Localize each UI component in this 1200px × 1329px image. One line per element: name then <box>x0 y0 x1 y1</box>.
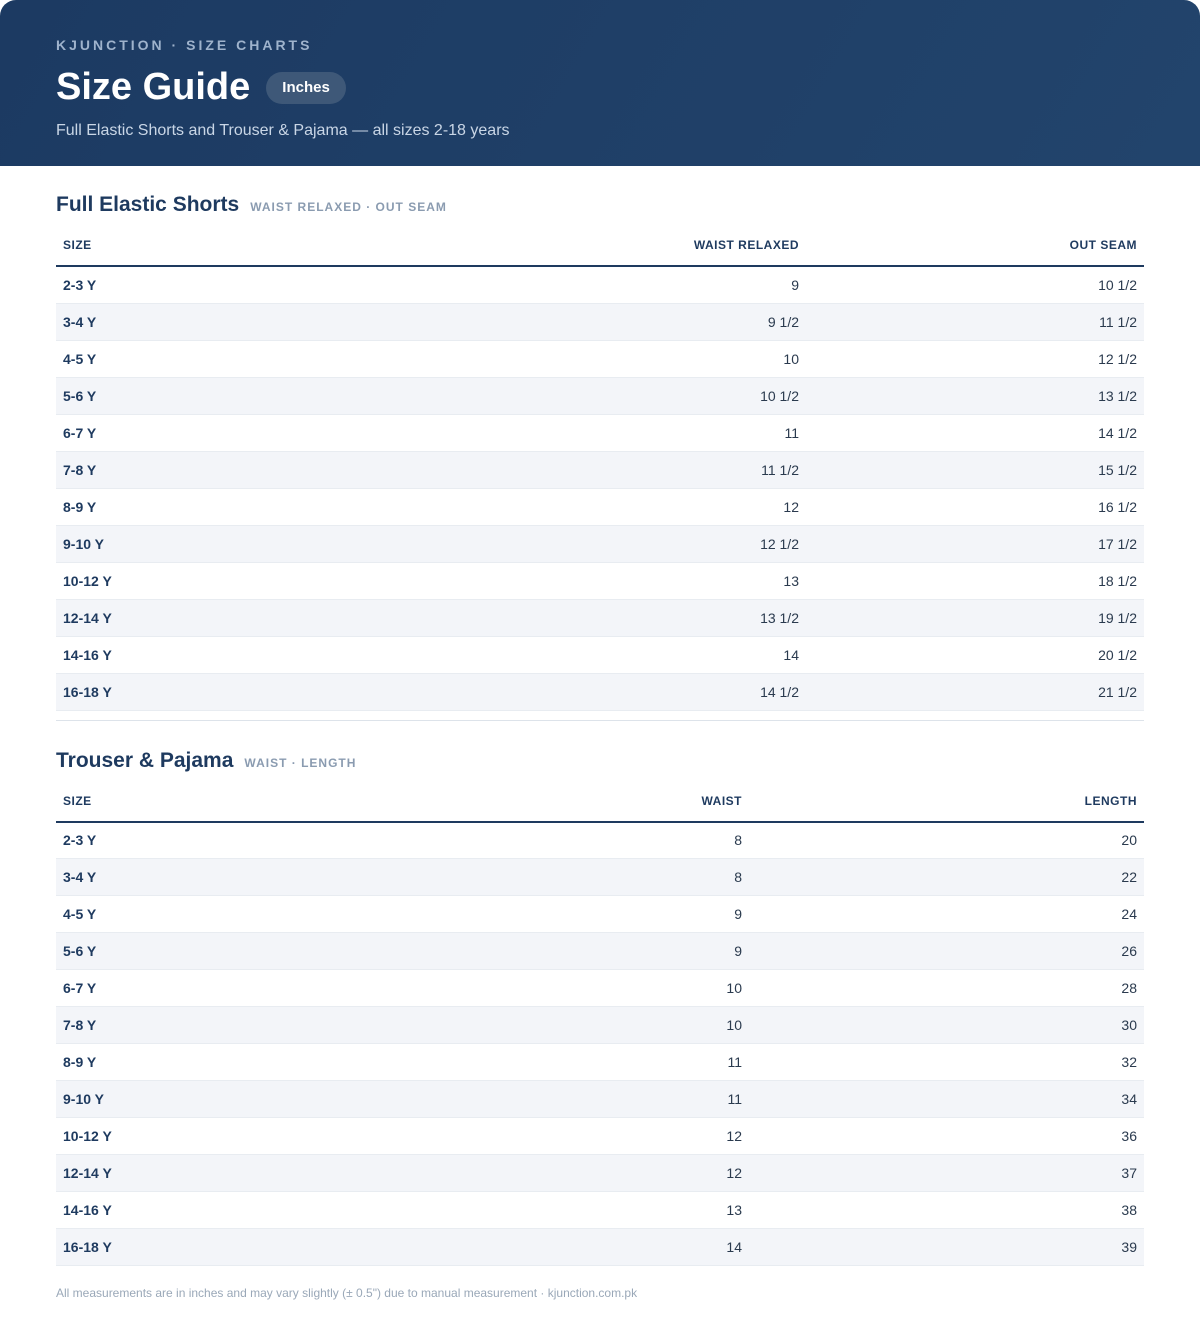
table-row <box>56 525 1144 562</box>
section-divider <box>56 711 1144 721</box>
size-cell: 16-18 Y <box>56 673 386 710</box>
measurement-cell: 10 <box>386 970 749 1007</box>
size-cell: 3-4 Y <box>56 859 386 896</box>
measurement-cell: 9 <box>386 933 749 970</box>
table-row <box>56 859 1144 896</box>
measurement-cell: 10 1/2 <box>806 266 1144 303</box>
table-row <box>56 599 1144 636</box>
measurement-cell: 15 1/2 <box>806 451 1144 488</box>
footer-note: All measurements are in inches and may vary slightly (± 0.5") due to manual measurement · kjunction.com.pk <box>56 1286 638 1300</box>
measurement-cell: 16 1/2 <box>806 488 1144 525</box>
table-row <box>56 266 1144 303</box>
column-header-out-seam: OUT SEAM <box>806 230 1144 266</box>
table-row <box>56 303 1144 340</box>
measurement-cell: 14 1/2 <box>806 414 1144 451</box>
measurement-cell: 24 <box>749 896 1144 933</box>
measurement-cell: 13 1/2 <box>386 599 806 636</box>
table-row <box>56 1118 1144 1155</box>
table-row <box>56 451 1144 488</box>
measurement-cell: 13 1/2 <box>806 377 1144 414</box>
measurement-cell: 28 <box>749 970 1144 1007</box>
measurement-cell: 9 <box>386 266 806 303</box>
table-header-row <box>56 230 1144 266</box>
trouser-heading <box>56 749 1144 775</box>
trouser-table <box>56 786 1144 1267</box>
column-header-size: SIZE <box>56 786 386 822</box>
measurement-cell: 38 <box>749 1192 1144 1229</box>
shorts-title: Full Elastic Shorts <box>56 193 240 216</box>
table-row <box>56 1044 1144 1081</box>
size-cell: 12-14 Y <box>56 1155 386 1192</box>
size-cell: 8-9 Y <box>56 1044 386 1081</box>
size-cell: 6-7 Y <box>56 970 386 1007</box>
size-cell: 16-18 Y <box>56 1229 386 1266</box>
table-row <box>56 1081 1144 1118</box>
title-row <box>56 66 1144 109</box>
size-cell: 5-6 Y <box>56 933 386 970</box>
shorts-heading <box>56 193 1144 219</box>
measurement-cell: 12 1/2 <box>806 340 1144 377</box>
measurement-cell: 36 <box>749 1118 1144 1155</box>
measurement-cell: 19 1/2 <box>806 599 1144 636</box>
measurement-cell: 12 <box>386 488 806 525</box>
table-row <box>56 673 1144 710</box>
measurement-cell: 17 1/2 <box>806 525 1144 562</box>
size-cell: 2-3 Y <box>56 266 386 303</box>
measurement-cell: 10 <box>386 1007 749 1044</box>
page-title: Size Guide <box>56 66 251 108</box>
table-row <box>56 636 1144 673</box>
measurement-cell: 37 <box>749 1155 1144 1192</box>
measurement-cell: 13 <box>386 562 806 599</box>
measurement-cell: 21 1/2 <box>806 673 1144 710</box>
size-cell: 2-3 Y <box>56 822 386 859</box>
unit-badge: Inches <box>266 72 346 104</box>
measurement-cell: 8 <box>386 822 749 859</box>
measurement-cell: 32 <box>749 1044 1144 1081</box>
size-cell: 6-7 Y <box>56 414 386 451</box>
shorts-table <box>56 230 1144 711</box>
size-cell: 9-10 Y <box>56 525 386 562</box>
trouser-table-body <box>56 822 1144 1266</box>
table-row <box>56 933 1144 970</box>
header-banner <box>0 0 1200 166</box>
trouser-section <box>0 749 1200 1267</box>
size-cell: 14-16 Y <box>56 636 386 673</box>
size-cell: 9-10 Y <box>56 1081 386 1118</box>
column-header-length: LENGTH <box>749 786 1144 822</box>
measurement-cell: 12 1/2 <box>386 525 806 562</box>
measurement-cell: 26 <box>749 933 1144 970</box>
column-header-waist: WAIST <box>386 786 749 822</box>
measurement-cell: 12 <box>386 1118 749 1155</box>
measurement-cell: 18 1/2 <box>806 562 1144 599</box>
table-header-row <box>56 786 1144 822</box>
table-row <box>56 340 1144 377</box>
measurement-cell: 11 1/2 <box>386 451 806 488</box>
measurement-cell: 13 <box>386 1192 749 1229</box>
table-row <box>56 970 1144 1007</box>
measurement-cell: 14 1/2 <box>386 673 806 710</box>
measurement-cell: 22 <box>749 859 1144 896</box>
table-row <box>56 1007 1144 1044</box>
table-row <box>56 377 1144 414</box>
measurement-cell: 20 <box>749 822 1144 859</box>
size-cell: 7-8 Y <box>56 1007 386 1044</box>
size-cell: 12-14 Y <box>56 599 386 636</box>
measurement-cell: 12 <box>386 1155 749 1192</box>
brand-label: KJUNCTION · SIZE CHARTS <box>56 37 313 53</box>
table-row <box>56 562 1144 599</box>
shorts-section <box>0 193 1200 721</box>
measurement-cell: 9 <box>386 896 749 933</box>
measurement-cell: 11 <box>386 1044 749 1081</box>
size-cell: 10-12 Y <box>56 562 386 599</box>
shorts-subtitle: WAIST RELAXED · OUT SEAM <box>250 200 447 214</box>
table-row <box>56 1155 1144 1192</box>
table-row <box>56 488 1144 525</box>
measurement-cell: 14 <box>386 1229 749 1266</box>
measurement-cell: 8 <box>386 859 749 896</box>
size-cell: 4-5 Y <box>56 896 386 933</box>
page-subtitle: Full Elastic Shorts and Trouser & Pajama — all sizes 2-18 years <box>56 122 510 139</box>
size-cell: 14-16 Y <box>56 1192 386 1229</box>
table-row <box>56 1229 1144 1266</box>
size-cell: 4-5 Y <box>56 340 386 377</box>
size-cell: 7-8 Y <box>56 451 386 488</box>
table-row <box>56 822 1144 859</box>
table-row <box>56 1192 1144 1229</box>
size-cell: 8-9 Y <box>56 488 386 525</box>
measurement-cell: 39 <box>749 1229 1144 1266</box>
table-row <box>56 896 1144 933</box>
measurement-cell: 11 <box>386 1081 749 1118</box>
measurement-cell: 11 <box>386 414 806 451</box>
measurement-cell: 20 1/2 <box>806 636 1144 673</box>
measurement-cell: 34 <box>749 1081 1144 1118</box>
measurement-cell: 30 <box>749 1007 1144 1044</box>
table-row <box>56 414 1144 451</box>
trouser-title: Trouser & Pajama <box>56 748 234 772</box>
measurement-cell: 9 1/2 <box>386 303 806 340</box>
measurement-cell: 10 1/2 <box>386 377 806 414</box>
column-header-size: SIZE <box>56 230 386 266</box>
measurement-cell: 14 <box>386 636 806 673</box>
measurement-cell: 11 1/2 <box>806 303 1144 340</box>
trouser-subtitle: WAIST · LENGTH <box>244 755 357 770</box>
size-cell: 5-6 Y <box>56 377 386 414</box>
size-cell: 10-12 Y <box>56 1118 386 1155</box>
size-cell: 3-4 Y <box>56 303 386 340</box>
column-header-waist-relaxed: WAIST RELAXED <box>386 230 806 266</box>
measurement-cell: 10 <box>386 340 806 377</box>
shorts-table-body <box>56 266 1144 710</box>
